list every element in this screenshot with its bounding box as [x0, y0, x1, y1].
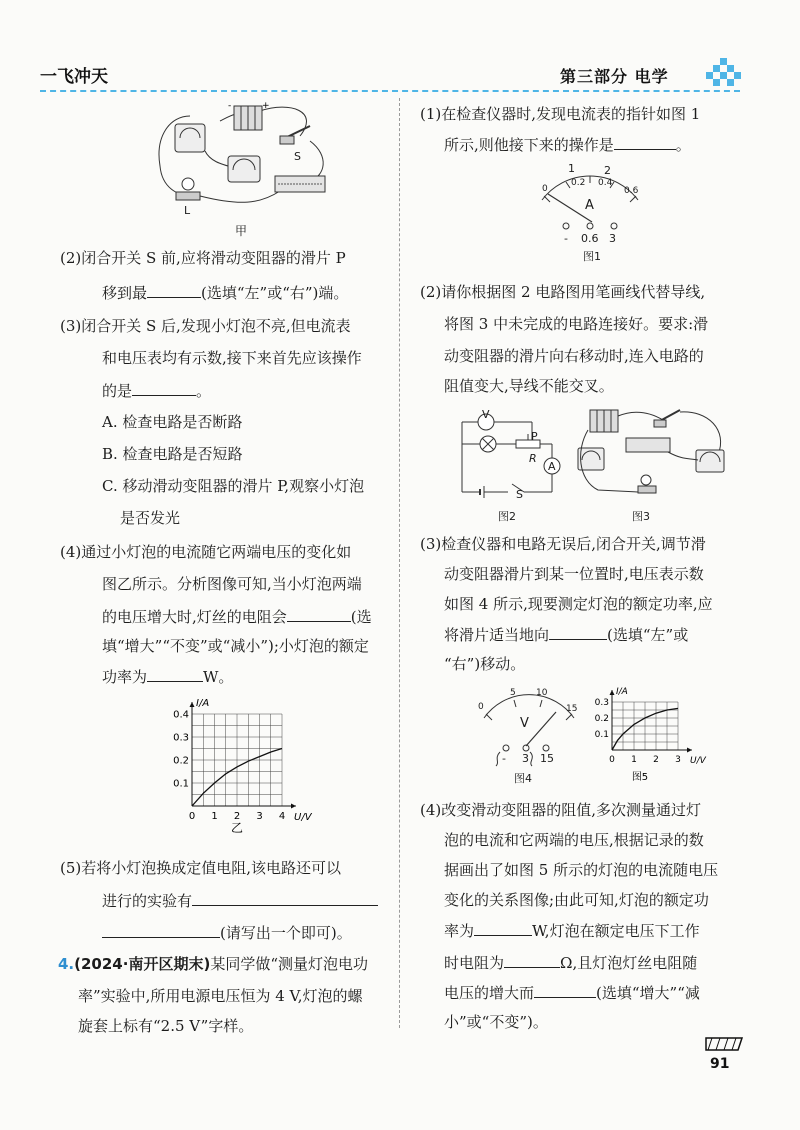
p4-line7: 电压的增大而 (选填“增大”“减 — [444, 984, 700, 1002]
chart-fig5 — [590, 684, 720, 784]
p2-line4: 阻值变大,导线不能交叉。 — [444, 377, 614, 395]
answer-blank[interactable] — [549, 624, 607, 640]
svg-text:-: - — [228, 101, 232, 111]
p1-line2: 所示,则他接下来的操作是 。 — [444, 136, 691, 154]
y-tick-label: 0.1 — [594, 730, 609, 740]
page-number: 91 — [710, 1056, 730, 1072]
q4-line4: 填“增大”“不变”或“减小”);小灯泡的额定 — [102, 637, 369, 655]
p3-line1: (3)检查仪器和电路无误后,闭合开关,调节滑 — [420, 535, 706, 553]
x-axis-arrow-icon — [687, 748, 692, 753]
q3-line1: (3)闭合开关 S 后,发现小灯泡不亮,但电流表 — [60, 317, 351, 335]
fig4-scale: 0 — [478, 702, 484, 712]
p4-line2: 泡的电流和它两端的电压,根据记录的数 — [444, 831, 704, 849]
column-divider — [399, 98, 400, 1028]
y-axis-label: I/A — [616, 687, 628, 697]
fig1-scale-top: 1 — [568, 162, 575, 175]
x-tick-label: 0 — [188, 811, 196, 822]
y-axis-arrow-icon — [190, 702, 195, 707]
figure-caption-jia: 甲 — [235, 224, 248, 238]
x-tick-label: 2 — [653, 755, 659, 765]
label-switch-s: S — [294, 150, 301, 163]
q4-line3: 的电压增大时,灯丝的电阻会 (选 — [102, 608, 372, 626]
circuit-figure-3 — [568, 400, 738, 504]
fig1-scale-bottom: 0.2 — [571, 178, 586, 188]
p1-line1: (1)在检查仪器时,发现电流表的指针如图 1 — [420, 105, 701, 123]
fig2-ammeter-label: A — [548, 460, 556, 473]
answer-blank[interactable] — [287, 606, 351, 622]
question4-line1: 4.(2024·南开区期末)某同学做“测量灯泡电功 — [58, 955, 368, 973]
fig1-terminal: - — [564, 232, 568, 245]
fig4-terminal: - — [502, 752, 506, 765]
p3-line2: 动变阻器滑片到某一位置时,电压表示数 — [444, 565, 704, 583]
q4-line2: 图乙所示。分析图像可知,当小灯泡两端 — [102, 575, 362, 593]
fig1-caption: 图1 — [583, 250, 601, 263]
answer-blank[interactable] — [504, 952, 560, 968]
fig4-terminal: 15 — [540, 752, 554, 765]
p3-line4: 将滑片适当地向 (选填“左”或 — [444, 626, 689, 644]
p3-line3: 如图 4 所示,现要测定灯泡的额定功率,应 — [444, 595, 713, 613]
circuit-figure-jia — [150, 96, 350, 236]
p2-line1: (2)请你根据图 2 电路图用笔画线代替导线, — [420, 283, 706, 301]
y-axis-label: I/A — [196, 698, 210, 709]
fig1-terminal: 0.6 — [581, 232, 599, 245]
fig4-scale: 15 — [566, 704, 578, 714]
q3-option-a: A. 检查电路是否断路 — [102, 413, 243, 431]
fig1-terminal: 3 — [609, 232, 616, 245]
q3-line2: 和电压表均有示数,接下来首先应该操作 — [102, 349, 362, 367]
answer-blank[interactable] — [614, 134, 676, 150]
y-tick-label: 0.3 — [594, 698, 609, 708]
x-tick-label: 4 — [278, 811, 286, 822]
x-tick-label: 0 — [609, 755, 615, 765]
brand-logo: 一飞冲天 — [40, 67, 108, 87]
answer-blank[interactable] — [147, 666, 203, 682]
voltmeter-figure-4 — [474, 688, 584, 768]
answer-blank[interactable] — [474, 920, 532, 936]
chart-caption: 乙 — [230, 821, 244, 835]
q3-option-b: B. 检查电路是否短路 — [102, 445, 243, 463]
x-tick-label: 1 — [211, 811, 218, 822]
x-tick-label: 3 — [256, 811, 263, 822]
fig1-scale-bottom: 0 — [542, 184, 548, 194]
page-number-badge — [704, 1034, 744, 1074]
y-tick-label: 0.1 — [173, 778, 189, 790]
answer-blank[interactable] — [192, 890, 378, 906]
fig4-scale: 5 — [510, 688, 516, 698]
x-tick-label: 1 — [631, 755, 637, 765]
chart-caption: 图5 — [631, 772, 649, 783]
p2-line3: 动变阻器的滑片向右移动时,连入电路的 — [444, 347, 704, 365]
fig2-slider-label: P — [531, 430, 538, 443]
fig1-meter-label: A — [585, 198, 594, 213]
y-tick-label: 0.2 — [173, 755, 189, 767]
x-tick-label: 2 — [233, 811, 241, 822]
checker-decoration-icon — [706, 58, 742, 86]
header-divider — [40, 90, 740, 92]
label-lamp-l: L — [184, 204, 191, 217]
q5-line1: (5)若将小灯泡换成定值电阻,该电路还可以 — [60, 859, 342, 877]
question4-line2: 率”实验中,所用电源电压恒为 4 V,灯泡的螺 — [78, 987, 363, 1005]
fig4-scale: 10 — [536, 688, 548, 698]
p4-line6: 时电阻为 Ω,且灯泡灯丝电阻随 — [444, 954, 698, 972]
fig3-caption: 图3 — [632, 510, 650, 523]
x-axis-label: U/V — [294, 812, 312, 823]
fig1-scale-top: 2 — [604, 164, 611, 177]
circuit-diagram-fig2 — [452, 404, 562, 506]
section-title: 第三部分 电学 — [560, 67, 669, 86]
p4-line5: 率为 W,灯泡在额定电压下工作 — [444, 922, 700, 940]
question4-line3: 旋套上标有“2.5 V”字样。 — [78, 1017, 254, 1035]
fig4-meter-label: V — [520, 716, 529, 731]
p4-line1: (4)改变滑动变阻器的阻值,多次测量通过灯 — [420, 801, 702, 819]
y-tick-label: 0.4 — [173, 709, 189, 721]
chart-yi — [160, 688, 330, 836]
q4-line1: (4)通过小灯泡的电流随它两端电压的变化如 — [60, 543, 352, 561]
q3-line3: 的是 。 — [102, 382, 212, 400]
q2-line2: 移到最 (选填“左”或“右”)端。 — [102, 284, 349, 302]
fig1-scale-bottom: 0.6 — [624, 186, 639, 196]
fig1-scale-bottom: 0.4 — [598, 178, 613, 188]
answer-blank[interactable] — [147, 282, 201, 298]
q2-line1: (2)闭合开关 S 前,应将滑动变阻器的滑片 P — [60, 249, 346, 267]
fig2-caption: 图2 — [498, 510, 516, 523]
q3-option-c-cont: 是否发光 — [120, 509, 181, 527]
y-tick-label: 0.3 — [173, 732, 189, 744]
p2-line2: 将图 3 中未完成的电路连接好。要求:滑 — [444, 315, 709, 333]
fig2-resistor-label: R — [529, 452, 537, 465]
q3-option-c: C. 移动滑动变阻器的滑片 P,观察小灯泡 — [102, 477, 365, 495]
y-axis-arrow-icon — [610, 690, 615, 695]
fig2-switch-label: S — [516, 488, 523, 501]
fig4-terminal: 3 — [522, 752, 529, 765]
q5-line2: 进行的实验有 — [102, 890, 378, 911]
q5-line3: (请写出一个即可)。 — [102, 922, 352, 943]
q4-line5: 功率为 W。 — [102, 668, 234, 686]
x-axis-label: U/V — [690, 756, 706, 766]
answer-blank[interactable] — [132, 380, 196, 396]
answer-blank[interactable] — [102, 922, 220, 938]
fig4-caption: 图4 — [514, 772, 532, 785]
answer-blank[interactable] — [534, 982, 596, 998]
fig2-voltmeter-label: V — [482, 408, 490, 421]
p3-line5: “右”)移动。 — [444, 655, 526, 673]
p4-line4: 变化的关系图像;由此可知,灯泡的额定功 — [444, 891, 709, 909]
x-axis-arrow-icon — [291, 804, 296, 809]
p4-line8: 小”或“不变”)。 — [444, 1013, 548, 1031]
p4-line3: 据画出了如图 5 所示的灯泡的电流随电压 — [444, 861, 719, 879]
x-tick-label: 3 — [675, 755, 681, 765]
svg-text:+: + — [262, 101, 270, 111]
y-tick-label: 0.2 — [594, 714, 609, 724]
